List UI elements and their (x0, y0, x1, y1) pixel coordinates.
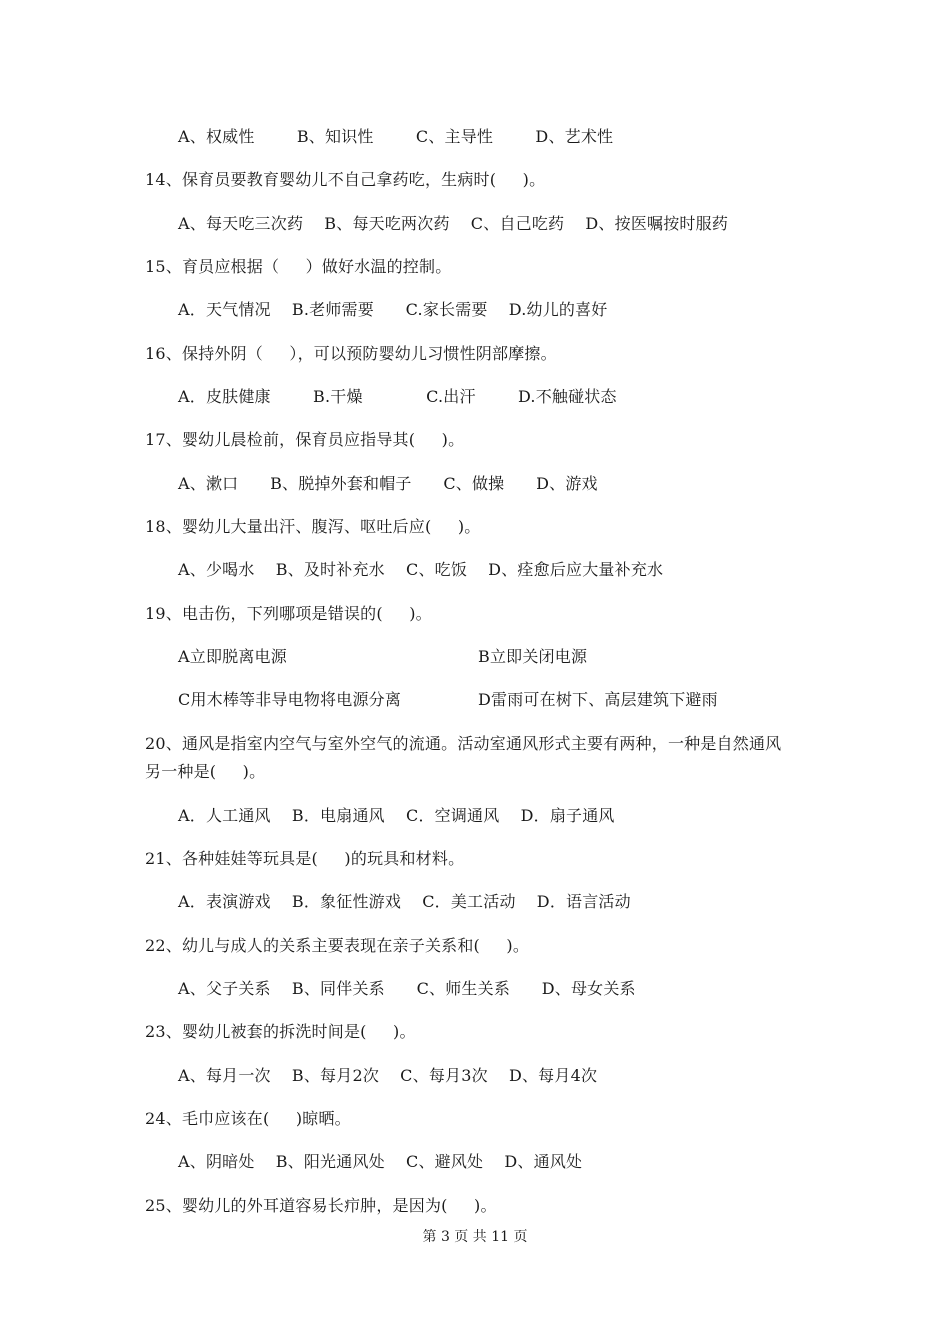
answer-options: A立即脱离电源 (178, 647, 287, 666)
question-text: 17、婴幼儿晨检前，保育员应指导其( )。 (145, 430, 465, 449)
answer-options: A．皮肤健康 B.干燥 C.出汗 D.不触碰状态 (178, 387, 617, 406)
answer-options: A．人工通风 B．电扇通风 C．空调通风 D．扇子通风 (178, 806, 615, 825)
question-text: 24、毛巾应该在( )晾晒。 (145, 1109, 351, 1128)
answer-options: B立即关闭电源 (478, 647, 588, 666)
question-text: 16、保持外阴（ ），可以预防婴幼儿习惯性阴部摩擦。 (145, 344, 557, 363)
question-text: 21、各种娃娃等玩具是( )的玩具和材料。 (145, 849, 465, 868)
question-text: 18、婴幼儿大量出汗、腹泻、呕吐后应( )。 (145, 517, 481, 536)
question-text: 23、婴幼儿被套的拆洗时间是( )。 (145, 1022, 416, 1041)
page-footer: 第 3 页 共 11 页 (422, 1229, 528, 1245)
question-text: 另一种是( )。 (145, 762, 266, 781)
question-text: 19、电击伤，下列哪项是错误的( )。 (145, 604, 432, 623)
question-text: 20、通风是指室内空气与室外空气的流通。活动室通风形式主要有两种，一种是自然通风 (145, 734, 782, 753)
answer-options: A．表演游戏 B．象征性游戏 C．美工活动 D．语言活动 (178, 892, 631, 911)
question-text: 22、幼儿与成人的关系主要表现在亲子关系和( )。 (145, 936, 530, 955)
answer-options: A、权威性 B、知识性 C、主导性 D、艺术性 (178, 127, 614, 146)
answer-options: A、阴暗处 B、阳光通风处 C、避风处 D、通风处 (178, 1152, 583, 1171)
answer-options: A、每月一次 B、每月2次 C、每月3次 D、每月4次 (178, 1066, 598, 1085)
answer-options: A、每天吃三次药 B、每天吃两次药 C、自己吃药 D、按医嘱按时服药 (178, 214, 729, 233)
question-text: 25、婴幼儿的外耳道容易长疖肿，是因为( )。 (145, 1196, 497, 1215)
question-text: 15、育员应根据（ ）做好水温的控制。 (145, 257, 452, 276)
answer-options: D雷雨可在树下、高层建筑下避雨 (478, 690, 718, 709)
question-text: 14、保育员要教育婴幼儿不自己拿药吃，生病时( )。 (145, 170, 546, 189)
answer-options: C用木棒等非导电物将电源分离 (178, 690, 402, 709)
answer-options: A．天气情况 B.老师需要 C.家长需要 D.幼儿的喜好 (178, 300, 608, 319)
answer-options: A、少喝水 B、及时补充水 C、吃饭 D、痊愈后应大量补充水 (178, 560, 664, 579)
answer-options: A、漱口 B、脱掉外套和帽子 C、做操 D、游戏 (178, 474, 598, 493)
answer-options: A、父子关系 B、同伴关系 C、师生关系 D、母女关系 (178, 979, 636, 998)
